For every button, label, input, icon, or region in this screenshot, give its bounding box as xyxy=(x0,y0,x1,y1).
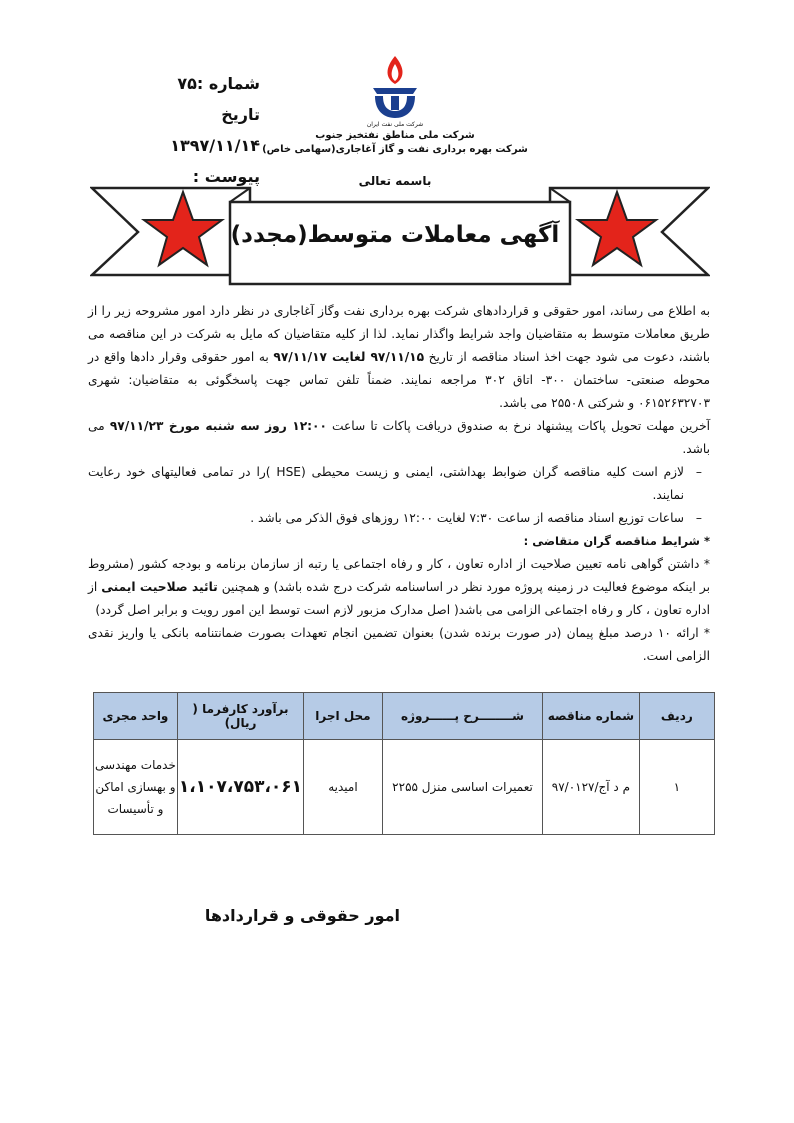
col-tender-no: شماره مناقصه xyxy=(543,693,640,740)
cell-location: امیدیه xyxy=(304,740,383,835)
organization-block xyxy=(230,120,560,157)
cell-unit: خدمات مهندسی و بهسازی اماکن و تأسیسات xyxy=(94,740,178,835)
nioc-logo xyxy=(355,52,435,126)
hours-bullet: – ساعات توزیع اسناد مناقصه از ساعت ۷:۳۰ لغایت ۱۲:۰۰ روزهای فوق الذکر می باشد . xyxy=(250,511,702,525)
document-number: شماره :۷۵ xyxy=(177,74,260,93)
condition-2: * ارائه ۱۰ درصد مبلغ پیمان (در صورت برنده شدن) بعنوان تضمین انجام تعهدات بصورت ضمانتنامه بانکی یا واریز نقدی الزامی است. xyxy=(88,626,710,663)
document-date: تاریخ ۱۳۹۷/۱۱/۱۴ xyxy=(170,105,260,155)
signature: امور حقوقی و قراردادها xyxy=(204,906,400,925)
nioc-logo-icon xyxy=(355,52,435,122)
deadline-date: ۱۲:۰۰ روز سه شنبه مورخ ۹۷/۱۱/۲۳ xyxy=(109,419,327,433)
tender-table xyxy=(93,692,715,835)
cell-estimate: ۱،۱۰۷،۷۵۳،۰۶۱ xyxy=(177,740,303,835)
col-project: شــــــــرح پــــــروژه xyxy=(382,693,542,740)
col-estimate: برآورد کارفرما ( ریال) xyxy=(177,693,303,740)
table-header-row xyxy=(94,693,715,740)
condition-1: * داشتن گواهی نامه تعیین صلاحیت از اداره تعاون ، کار و رفاه اجتماعی یا رتبه از سازمان برنامه و بودجه کشور (مشروط بر اینکه موضوع فعالیت در زمینه پروژه مورد نظر در اساسنامه شرکت درج شده باشد) و همچنین تائید صلاحیت ایمنی از اداره تعاون ، کار و رفاه اجتماعی الزامی می باشد( اصل مدارک مزبور لازم است توسط این امور رویت و برابر اصل گردد) xyxy=(88,557,710,617)
announcement-body xyxy=(88,300,710,668)
basmala: باسمه تعالی xyxy=(358,174,432,188)
col-location: محل اجرا xyxy=(304,693,383,740)
cell-project: تعمیرات اساسی منزل ۲۲۵۵ xyxy=(382,740,542,835)
org-name-2: شرکت بهره برداری نفت و گاز آغاجاری(سهامی خاص) xyxy=(262,144,528,155)
deadline-paragraph: آخرین مهلت تحویل پاکات پیشنهاد نرخ به صندوق دریافت پاکات تا ساعت ۱۲:۰۰ روز سه شنبه مورخ ۹۷/۱۱/۲۳ می باشد. xyxy=(88,419,711,456)
conditions-heading: * شرایط مناقصه گران متقاضی : xyxy=(523,534,710,548)
document-attachment: پیوست : xyxy=(192,167,260,186)
safety-approval: تائید صلاحیت ایمنی xyxy=(101,580,218,594)
logo-caption: شرکت ملی نفت ایران xyxy=(366,121,424,128)
org-name-1: شرکت ملی مناطق نفتخیز جنوب xyxy=(315,130,475,141)
intro-paragraph: به اطلاع می رساند، امور حقوقی و قراردادهای شرکت بهره برداری نفت وگاز آغاجاری در نظر دارد امور مشروحه زیر را از طریق معاملات متوسط به متقاضیان واجد شرایط واگذار نماید. لذا از کلیه متقاضیان که مایل به شرکت در این مناقصه می باشند، دعوت می شود جهت اخذ اسناد مناقصه از تاریخ ۹۷/۱۱/۱۵ لغایت ۹۷/۱۱/۱۷ به امور حقوقی وقرار دادها واقع در محوطه صنعتی- ساختمان ۳۰۰- اتاق ۳۰۲ مراجعه نمایند. ضمناً تلفن تماس جهت پاسخگوئی به متقاضیان: شهری ۰۶۱۵۲۶۳۲۷۰۳ و شرکتی ۲۵۵۰۸ می باشد. xyxy=(88,304,710,410)
col-unit: واحد مجری xyxy=(94,693,178,740)
hse-bullet: – لازم است کلیه مناقصه گران ضوابط بهداشتی، ایمنی و زیست محیطی (HSE )را در تمامی فعالیتهای خود رعایت نمایند. xyxy=(88,465,702,502)
col-row: ردیف xyxy=(639,693,714,740)
tender-dates: ۹۷/۱۱/۱۵ لغایت ۹۷/۱۱/۱۷ xyxy=(273,350,425,364)
table-row xyxy=(94,740,715,835)
cell-tender-no: م د آج/۹۷/۰۱۲۷ xyxy=(543,740,640,835)
cell-row: ۱ xyxy=(639,740,714,835)
page-title: آگهی معاملات متوسط(مجدد) xyxy=(230,222,560,248)
